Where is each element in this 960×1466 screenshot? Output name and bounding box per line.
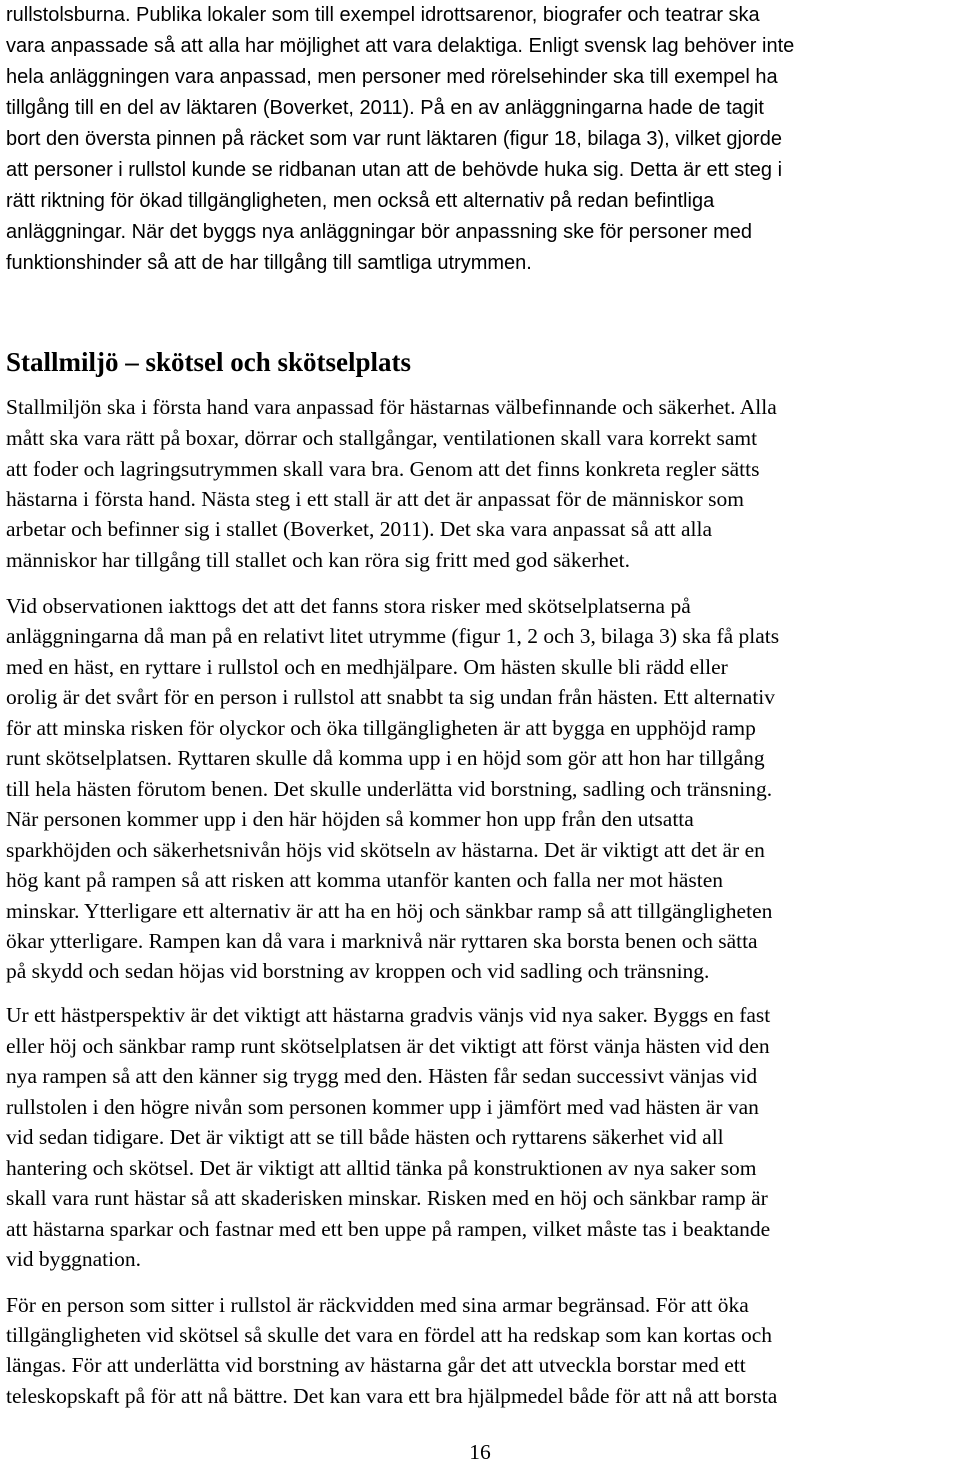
text-line: hela anläggningen vara anpassad, men personer med rörelsehinder ska till exempel ha — [6, 66, 778, 88]
text-line: teleskopskaft på för att nå bättre. Det kan vara ett bra hjälpmedel både för att nå att borsta — [6, 1384, 778, 1408]
text-line: att hästarna sparkar och fastnar med ett ben uppe på rampen, vilket måste tas i beaktande — [6, 1217, 771, 1241]
text-line: hantering och skötsel. Det är viktigt att alltid tänka på konstruktionen av nya saker som — [6, 1156, 757, 1180]
text-line: att foder och lagringsutrymmen skall vara bra. Genom att det finns konkreta regler sätts — [6, 457, 760, 481]
text-line: minskar. Ytterligare ett alternativ är att ha en höj och sänkbar ramp så att tillgängligheten — [6, 899, 773, 923]
page-number: 16 — [469, 1440, 491, 1464]
text-line: När personen kommer upp i den här höjden så kommer hon upp från den utsatta — [6, 807, 694, 831]
text-line: Vid observationen iakttogs det att det fanns stora risker med skötselplatserna på — [6, 594, 691, 618]
text-line: bort den översta pinnen på räcket som var runt läktaren (figur 18, bilaga 3), vilket gjorde — [6, 128, 782, 150]
text-line: vid sedan tidigare. Det är viktigt att se till både hästen och ryttarens säkerhet vid all — [6, 1125, 724, 1149]
text-line: För en person som sitter i rullstol är räckvidden med sina armar begränsad. För att öka — [6, 1293, 749, 1317]
text-line: vid byggnation. — [6, 1247, 141, 1271]
text-line: tillgång till en del av läktaren (Boverket, 2011). På en av anläggningarna hade de tagit — [6, 97, 764, 119]
text-line: runt skötselplatsen. Ryttaren skulle då komma upp i en höjd som gör att hon har tillgång — [6, 746, 765, 770]
text-line: eller höj och sänkbar ramp runt skötselplatsen är det viktigt att först vänja hästen vid den — [6, 1034, 770, 1058]
text-line: tillgängligheten vid skötsel så skulle det vara en fördel att ha redskap som kan kortas och — [6, 1323, 773, 1347]
text-line: sparkhöjden och säkerhetsnivån höjs vid skötseln av hästarna. Det är viktigt att det är en — [6, 838, 765, 862]
text-line: orolig är det svårt för en person i rullstol att snabbt ta sig undan från hästen. Ett alternativ — [6, 685, 776, 709]
text-line: för att minska risken för olyckor och öka tillgängligheten är att bygga en upphöjd ramp — [6, 716, 756, 740]
text-line: människor har tillgång till stallet och kan röra sig fritt med god säkerhet. — [6, 548, 630, 572]
text-line: rätt riktning för ökad tillgängligheten, men också ett alternativ på redan befintliga — [6, 190, 715, 212]
text-line: arbetar och befinner sig i stallet (Boverket, 2011). Det ska vara anpassat så att alla — [6, 517, 713, 541]
text-line: hästarna i första hand. Nästa steg i ett stall är att det är anpassat för de människor som — [6, 487, 744, 511]
text-line: ökar ytterligare. Rampen kan då vara i marknivå när ryttaren ska borsta benen och sätta — [6, 929, 758, 953]
text-line: längas. För att underlätta vid borstning av hästarna går det att utveckla borstar med ett — [6, 1353, 746, 1377]
text-line: funktionshinder så att de har tillgång till samtliga utrymmen. — [6, 252, 532, 274]
text-line: vara anpassade så att alla har möjlighet att vara delaktiga. Enligt svensk lag behöver inte — [6, 35, 795, 57]
text-line: till hela hästen förutom benen. Det skulle underlätta vid borstning, sadling och tränsning. — [6, 777, 773, 801]
text-line: på skydd och sedan höjas vid borstning av kroppen och vid sadling och tränsning. — [6, 959, 710, 983]
text-line: anläggningarna då man på en relativt litet utrymme (figur 1, 2 och 3, bilaga 3) ska få plats — [6, 624, 780, 648]
section-heading: Stallmiljö – skötsel och skötselplats — [6, 347, 412, 377]
text-line: hög kant på rampen så att risken att komma utanför kanten och falla ner mot hästen — [6, 868, 724, 892]
text-line: skall vara runt hästar så att skaderisken minskar. Risken med en höj och sänkbar ramp är — [6, 1186, 768, 1210]
text-line: Ur ett hästperspektiv är det viktigt att hästarna gradvis vänjs vid nya saker. Byggs en fast — [6, 1003, 771, 1027]
text-line: med en häst, en ryttare i rullstol och en medhjälpare. Om hästen skulle bli rädd eller — [6, 655, 728, 679]
text-line: att personer i rullstol kunde se ridbanan utan att de behövde huka sig. Detta är ett steg i — [6, 159, 783, 181]
text-line: rullstolsburna. Publika lokaler som till exempel idrottsarenor, biografer och teatrar ska — [6, 4, 760, 26]
text-line: anläggningar. När det byggs nya anläggningar bör anpassning ske för personer med — [6, 221, 753, 243]
text-line: Stallmiljön ska i första hand vara anpassad för hästarnas välbefinnande och säkerhet. Alla — [6, 395, 777, 419]
text-line: mått ska vara rätt på boxar, dörrar och stallgångar, ventilationen skall vara korrekt samt — [6, 426, 758, 450]
text-line: nya rampen så att den känner sig trygg med den. Hästen får sedan successivt vänjas vid — [6, 1064, 758, 1088]
text-line: rullstolen i den högre nivån som personen kommer upp i jämfört med vad hästen är van — [6, 1095, 759, 1119]
